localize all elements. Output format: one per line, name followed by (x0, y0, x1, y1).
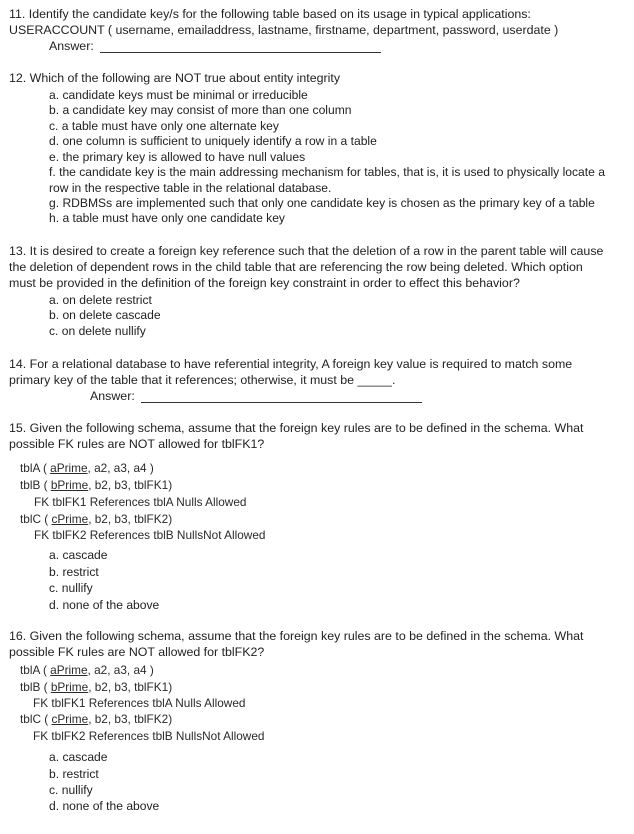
q11-line-1: 11. Identify the candidate key/s for the following table based on its usage in typical applications: (9, 7, 531, 21)
q13-option-c: c. on delete nullify (49, 324, 146, 338)
q16-tblA-suffix: , a2, a3, a4 ) (87, 663, 154, 677)
q15-option-a: a. cascade (49, 548, 108, 562)
q13-option-b: b. on delete cascade (49, 308, 161, 322)
q16-schema-tblB (20, 682, 172, 694)
q11-answer-label: Answer: (49, 39, 94, 53)
q16-schema-tblA (20, 665, 154, 677)
q13-line-1: 13. It is desired to create a foreign key reference such that the deletion of a row in the parent table will cause (9, 244, 604, 258)
q16-tblB-prefix: tblB ( (20, 680, 51, 694)
q15-line-2: possible FK rules are NOT allowed for tblFK1? (9, 437, 265, 451)
q16-schema-fk1: FK tblFK1 References tblA Nulls Allowed (33, 696, 246, 710)
q12-option-c: c. a table must have only one alternate key (49, 119, 279, 133)
q16-schema-fk2: FK tblFK2 References tblB NullsNot Allowed (33, 729, 265, 743)
q15-line-1: 15. Given the following schema, assume that the foreign key rules are to be defined in the schema. What (9, 421, 584, 435)
q16-option-d: d. none of the above (49, 799, 160, 813)
q12-option-f-line-2: row in the respective table in the relational database. (49, 181, 332, 195)
q16-tblB-suffix: , b2, b3, tblFK1) (88, 680, 173, 694)
q16-tblA-primary-key: aPrime (50, 663, 88, 677)
q11-line-2: USERACCOUNT ( username, emailaddress, lastname, firstname, department, password, userdate ) (9, 23, 559, 37)
q16-line-2: possible FK rules are NOT allowed for tblFK2? (9, 645, 265, 659)
q16-line-1: 16. Given the following schema, assume that the foreign key rules are to be defined in the schema. What (9, 629, 584, 643)
q16-tblB-primary-key: bPrime (50, 680, 89, 694)
q16-option-a: a. cascade (49, 750, 108, 764)
q16-tblC-primary-key: cPrime (51, 712, 89, 726)
q15-tblA-suffix: , a2, a3, a4 ) (87, 461, 154, 475)
q12-option-f-line-1: f. the candidate key is the main addressing mechanism for tables, that is, it is used to physically locate a (49, 165, 605, 179)
q15-schema-fk2: FK tblFK2 References tblB NullsNot Allowed (34, 528, 266, 542)
q16-tblC-prefix: tblC ( (20, 712, 52, 726)
q15-tblB-suffix: , b2, b3, tblFK1) (88, 478, 173, 492)
q15-schema-tblA (20, 463, 154, 475)
q14-answer-line[interactable] (141, 402, 422, 403)
q16-schema-tblC (20, 714, 172, 726)
q14-line-2 (9, 374, 395, 386)
q16-option-b: b. restrict (49, 767, 99, 781)
q12-option-b: b. a candidate key may consist of more than one column (49, 103, 352, 117)
q15-tblC-suffix: , b2, b3, tblFK2) (88, 512, 173, 526)
q12-option-g: g. RDBMSs are implemented such that only one candidate key is chosen as the primary key of a table (49, 196, 595, 210)
q14-answer-label: Answer: (90, 389, 135, 403)
q12-option-e: e. the primary key is allowed to have null values (49, 150, 306, 164)
q12-option-a: a. candidate keys must be minimal or irreducible (49, 88, 308, 102)
q15-tblB-primary-key: bPrime (50, 478, 89, 492)
q15-schema-tblC (20, 514, 172, 526)
q15-tblA-primary-key: aPrime (50, 461, 88, 475)
q15-option-c: c. nullify (49, 581, 93, 595)
q15-schema-fk1: FK tblFK1 References tblA Nulls Allowed (34, 495, 247, 509)
q16-tblA-prefix: tblA ( (20, 663, 51, 677)
q12-option-h: h. a table must have only one candidate key (49, 211, 285, 225)
q16-tblC-suffix: , b2, b3, tblFK2) (88, 712, 173, 726)
q15-tblC-prefix: tblC ( (20, 512, 52, 526)
q15-tblB-prefix: tblB ( (20, 478, 51, 492)
q13-option-a: a. on delete restrict (49, 293, 152, 307)
q15-tblC-primary-key: cPrime (51, 512, 89, 526)
q14-inline-blank[interactable]: _____. (357, 373, 396, 387)
q14-line-1: 14. For a relational database to have referential integrity, A foreign key value is required to match some (9, 357, 573, 371)
q12-stem: 12. Which of the following are NOT true about entity integrity (9, 71, 341, 85)
q16-option-c: c. nullify (49, 783, 93, 797)
q13-line-2: the deletion of dependent rows in the child table that are referencing the row being deleted. Which option (9, 260, 583, 274)
q15-option-d: d. none of the above (49, 598, 160, 612)
q15-schema-tblB (20, 480, 172, 492)
q14-line-2-text: primary key of the table that it references; otherwise, it must be (9, 373, 355, 387)
q15-tblA-prefix: tblA ( (20, 461, 51, 475)
q12-option-d: d. one column is sufficient to uniquely identify a row in a table (49, 134, 377, 148)
q15-option-b: b. restrict (49, 565, 99, 579)
q13-line-3: must be provided in the definition of the foreign key constraint in order to effect this behavior? (9, 276, 520, 290)
q11-answer-line[interactable] (100, 52, 381, 53)
